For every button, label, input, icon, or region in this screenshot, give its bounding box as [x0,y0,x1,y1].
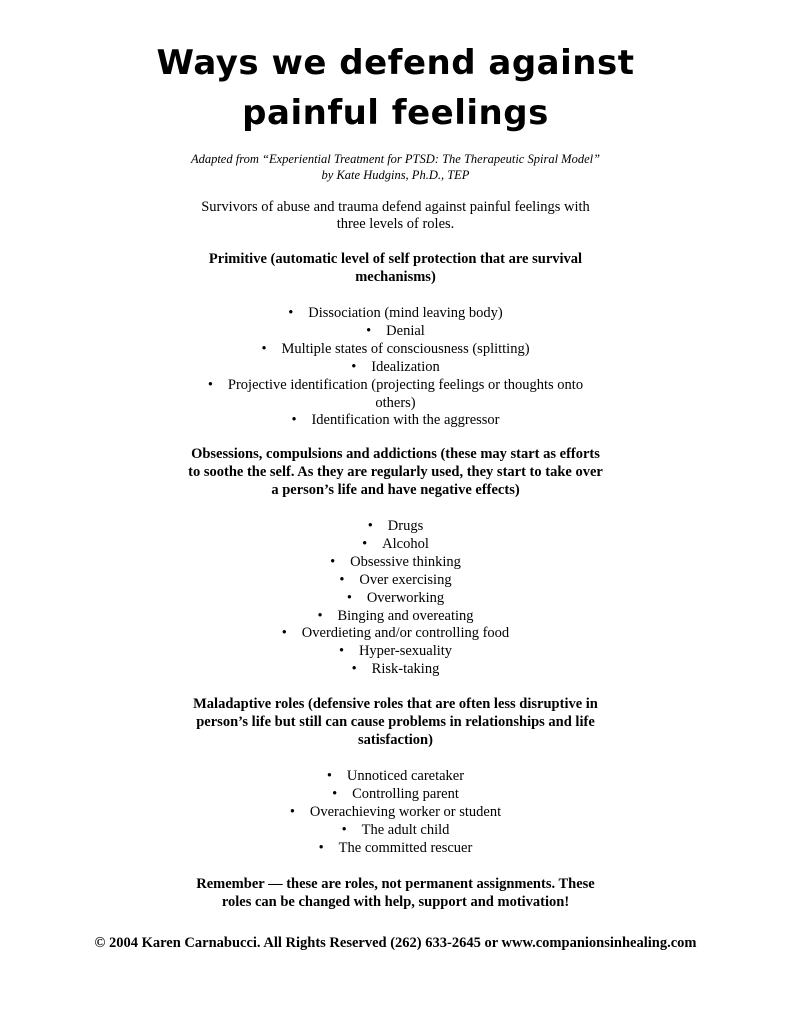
bullet-icon: • [362,535,368,552]
heading-line: person’s life but still can cause problems in relationships and life [196,714,595,730]
bullet-icon: • [326,768,332,784]
list-item [0,822,791,840]
list-item-text: Overachieving worker or student [309,803,502,820]
list-item [0,377,791,413]
section-maladaptive [0,695,791,858]
list-item-text: Drugs [387,518,424,534]
attribution-line-1: Adapted from “Experiential Treatment for PTSD: The Therapeutic Spiral Model” [190,152,601,166]
list-item [0,661,791,679]
attribution-line-2: by Kate Hudgins, Ph.D., TEP [321,168,470,182]
bullet-icon: • [339,571,345,588]
list-item-text: Projective identification (projecting feelings or thoughts onto [227,376,584,393]
list-item [0,572,791,590]
heading-line: to soothe the self. As they are regularly used, they start to take over [188,464,603,480]
list-item-text: Multiple states of consciousness (splitting) [281,340,530,357]
bullet-icon: • [367,518,373,534]
bullet-icon: • [330,553,336,570]
list-item-text: Idealization [371,358,440,375]
heading-line: Primitive (automatic level of self protection that are survival [208,251,583,267]
list-item-text: Overdieting and/or controlling food [301,625,510,642]
closing-note-line-1: Remember — these are roles, not permanent assignments. These [196,876,595,892]
list-item [0,768,791,786]
list-item-continuation: others) [375,394,416,411]
list-item [0,554,791,572]
list-item [0,608,791,626]
heading-line: a person’s life and have negative effects) [271,482,520,498]
list-maladaptive [0,768,791,858]
list-item-text: Identification with the aggressor [311,412,500,429]
list-primitive [0,305,791,430]
intro-line-2: three levels of roles. [336,216,455,232]
copyright-footer: © 2004 Karen Carnabucci. All Rights Reserved (262) 633-2645 or www.companionsinhealing.com [94,935,697,951]
heading-line: mechanisms) [355,269,436,285]
list-item [0,305,791,323]
bullet-icon: • [351,661,357,678]
list-item [0,359,791,377]
list-item-text: Unnoticed caretaker [346,768,465,784]
section-heading-primitive [0,250,791,286]
bullet-icon: • [366,322,372,339]
list-item [0,840,791,858]
section-heading-obsessions [0,445,791,499]
list-item-text: Denial [386,322,425,339]
list-item [0,643,791,661]
bullet-icon: • [317,607,323,624]
page-title [0,38,791,138]
bullet-icon: • [318,839,324,856]
list-item [0,590,791,608]
closing-note [0,875,791,911]
list-item [0,786,791,804]
bullet-icon: • [261,340,267,357]
list-item [0,323,791,341]
list-item-text: Hyper-sexuality [358,643,453,660]
heading-line: Maladaptive roles (defensive roles that are often less disruptive in [193,696,598,712]
list-item [0,625,791,643]
list-item-text: Overworking [366,589,445,606]
bullet-icon: • [346,589,352,606]
list-item-text: Alcohol [382,535,429,552]
bullet-icon: • [288,305,294,321]
list-item-text: The committed rescuer [338,839,473,856]
list-item [0,412,791,430]
intro-line-1: Survivors of abuse and trauma defend against painful feelings with [201,199,590,215]
list-item [0,804,791,822]
list-item-text: Binging and overeating [337,607,474,624]
bullet-icon: • [207,376,213,393]
list-item-text: Risk-taking [371,661,440,678]
bullet-icon: • [332,785,338,802]
list-item-text: Obsessive thinking [350,553,461,570]
bullet-icon: • [291,412,297,429]
list-obsessions [0,518,791,679]
list-item-text: The adult child [361,821,450,838]
closing-note-line-2: roles can be changed with help, support and motivation! [221,894,570,910]
bullet-icon: • [289,803,295,820]
bullet-icon: • [281,625,287,642]
attribution [0,151,791,183]
title-line-1: Ways we defend against [156,43,635,83]
list-item-text: Dissociation (mind leaving body) [308,305,503,321]
heading-line: satisfaction) [358,732,433,748]
heading-line: Obsessions, compulsions and addictions (these may start as efforts [191,446,600,462]
bullet-icon: • [351,358,357,375]
intro-paragraph [0,199,791,233]
section-obsessions [0,445,791,679]
section-heading-maladaptive [0,695,791,749]
list-item [0,518,791,536]
list-item-text: Controlling parent [352,785,459,802]
bullet-icon: • [341,821,347,838]
bullet-icon: • [338,643,345,660]
section-primitive [0,250,791,430]
list-item [0,341,791,359]
title-line-2: painful feelings [242,93,549,133]
list-item-text: Over exercising [359,571,452,588]
list-item [0,536,791,554]
